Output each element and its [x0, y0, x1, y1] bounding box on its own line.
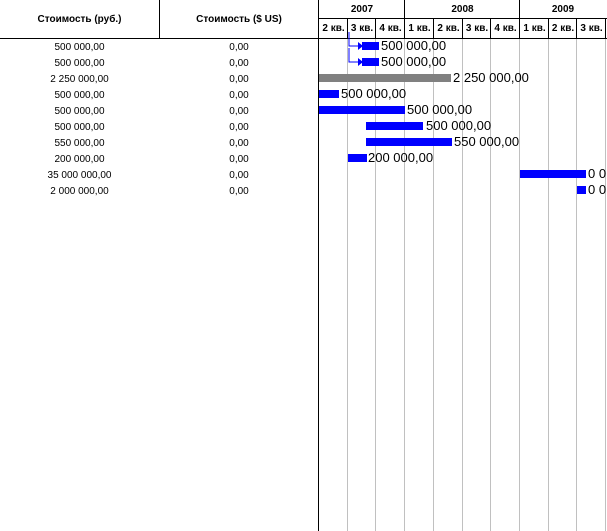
task-bar-label: 0 0 — [588, 166, 607, 181]
cell-cost-rub: 500 000,00 — [54, 90, 105, 101]
table-row[interactable] — [0, 40, 318, 56]
task-bar[interactable] — [319, 74, 451, 82]
cell-cost-usd: 0,00 — [229, 42, 249, 53]
task-bar-label: 500 000,00 — [341, 86, 407, 101]
table-row[interactable] — [0, 152, 318, 168]
task-bar-label: 500 000,00 — [426, 118, 492, 133]
quarter-gridline — [548, 39, 549, 531]
quarter-header: 2 кв. — [437, 23, 460, 34]
cell-cost-rub: 500 000,00 — [54, 58, 105, 69]
quarter-gridline — [605, 39, 606, 531]
task-bar-label: 200 000,00 — [368, 150, 434, 165]
task-bar[interactable] — [366, 138, 452, 146]
task-bar[interactable] — [348, 154, 367, 162]
cell-cost-usd: 0,00 — [229, 74, 249, 85]
dependency-arrow-icon — [346, 48, 366, 66]
cell-cost-rub: 500 000,00 — [54, 122, 105, 133]
table-row[interactable] — [0, 136, 318, 152]
table-row[interactable] — [0, 168, 318, 184]
quarter-header: 3 кв. — [465, 23, 489, 34]
column-header-cost-rub-label: Стоимость (руб.) — [37, 13, 122, 25]
quarter-gridline — [576, 39, 577, 531]
task-bar-label: 500 000,00 — [407, 102, 473, 117]
cell-cost-usd: 0,00 — [229, 170, 249, 181]
table-row[interactable] — [0, 184, 318, 200]
quarter-header: 3 кв. — [350, 23, 374, 34]
cell-cost-rub: 35 000 000,00 — [47, 170, 112, 181]
task-bar[interactable] — [319, 106, 405, 114]
cell-cost-usd: 0,00 — [229, 138, 249, 149]
quarter-header: 4 кв. — [494, 23, 517, 34]
quarter-gridline — [519, 39, 520, 531]
task-bar[interactable] — [520, 170, 586, 178]
table-row[interactable] — [0, 120, 318, 136]
cell-cost-usd: 0,00 — [229, 186, 249, 197]
task-bar-label: 550 000,00 — [454, 134, 520, 149]
cell-cost-rub: 500 000,00 — [54, 106, 105, 117]
column-header-cost-usd-label: Стоимость ($ US) — [196, 13, 282, 25]
cell-cost-rub: 2 250 000,00 — [50, 74, 109, 85]
cell-cost-usd: 0,00 — [229, 154, 249, 165]
task-bar-label: 2 250 000,00 — [453, 70, 529, 85]
cell-cost-rub: 550 000,00 — [54, 138, 105, 149]
task-bar-label: 0 0 — [588, 182, 607, 197]
table-row[interactable] — [0, 56, 318, 72]
year-header: 2008 — [451, 3, 474, 15]
table-row[interactable] — [0, 88, 318, 104]
quarter-gridline — [490, 39, 491, 531]
task-bar[interactable] — [366, 122, 423, 130]
quarter-header: 2 кв. — [551, 23, 575, 34]
cell-cost-usd: 0,00 — [229, 90, 249, 101]
task-bar[interactable] — [319, 90, 339, 98]
cell-cost-rub: 500 000,00 — [54, 42, 105, 53]
quarter-header: 2 кв. — [322, 23, 345, 34]
cell-cost-rub: 200 000,00 — [54, 154, 105, 165]
cell-cost-usd: 0,00 — [229, 122, 249, 133]
table-row[interactable] — [0, 72, 318, 88]
quarter-header: 1 кв. — [408, 23, 431, 34]
table-row[interactable] — [0, 104, 318, 120]
cell-cost-usd: 0,00 — [229, 58, 249, 69]
cell-cost-usd: 0,00 — [229, 106, 249, 117]
cell-cost-rub: 2 000 000,00 — [50, 186, 109, 197]
task-bar[interactable] — [577, 186, 586, 194]
quarter-header: 4 кв. — [379, 23, 402, 34]
task-bar-label: 500 000,00 — [381, 38, 447, 53]
year-header: 2009 — [551, 3, 575, 15]
quarter-header: 3 кв. — [580, 23, 603, 34]
quarter-header-divider — [605, 19, 606, 38]
task-bar-label: 500 000,00 — [381, 54, 447, 69]
year-header: 2007 — [350, 3, 374, 15]
quarter-header: 1 кв. — [523, 23, 546, 34]
